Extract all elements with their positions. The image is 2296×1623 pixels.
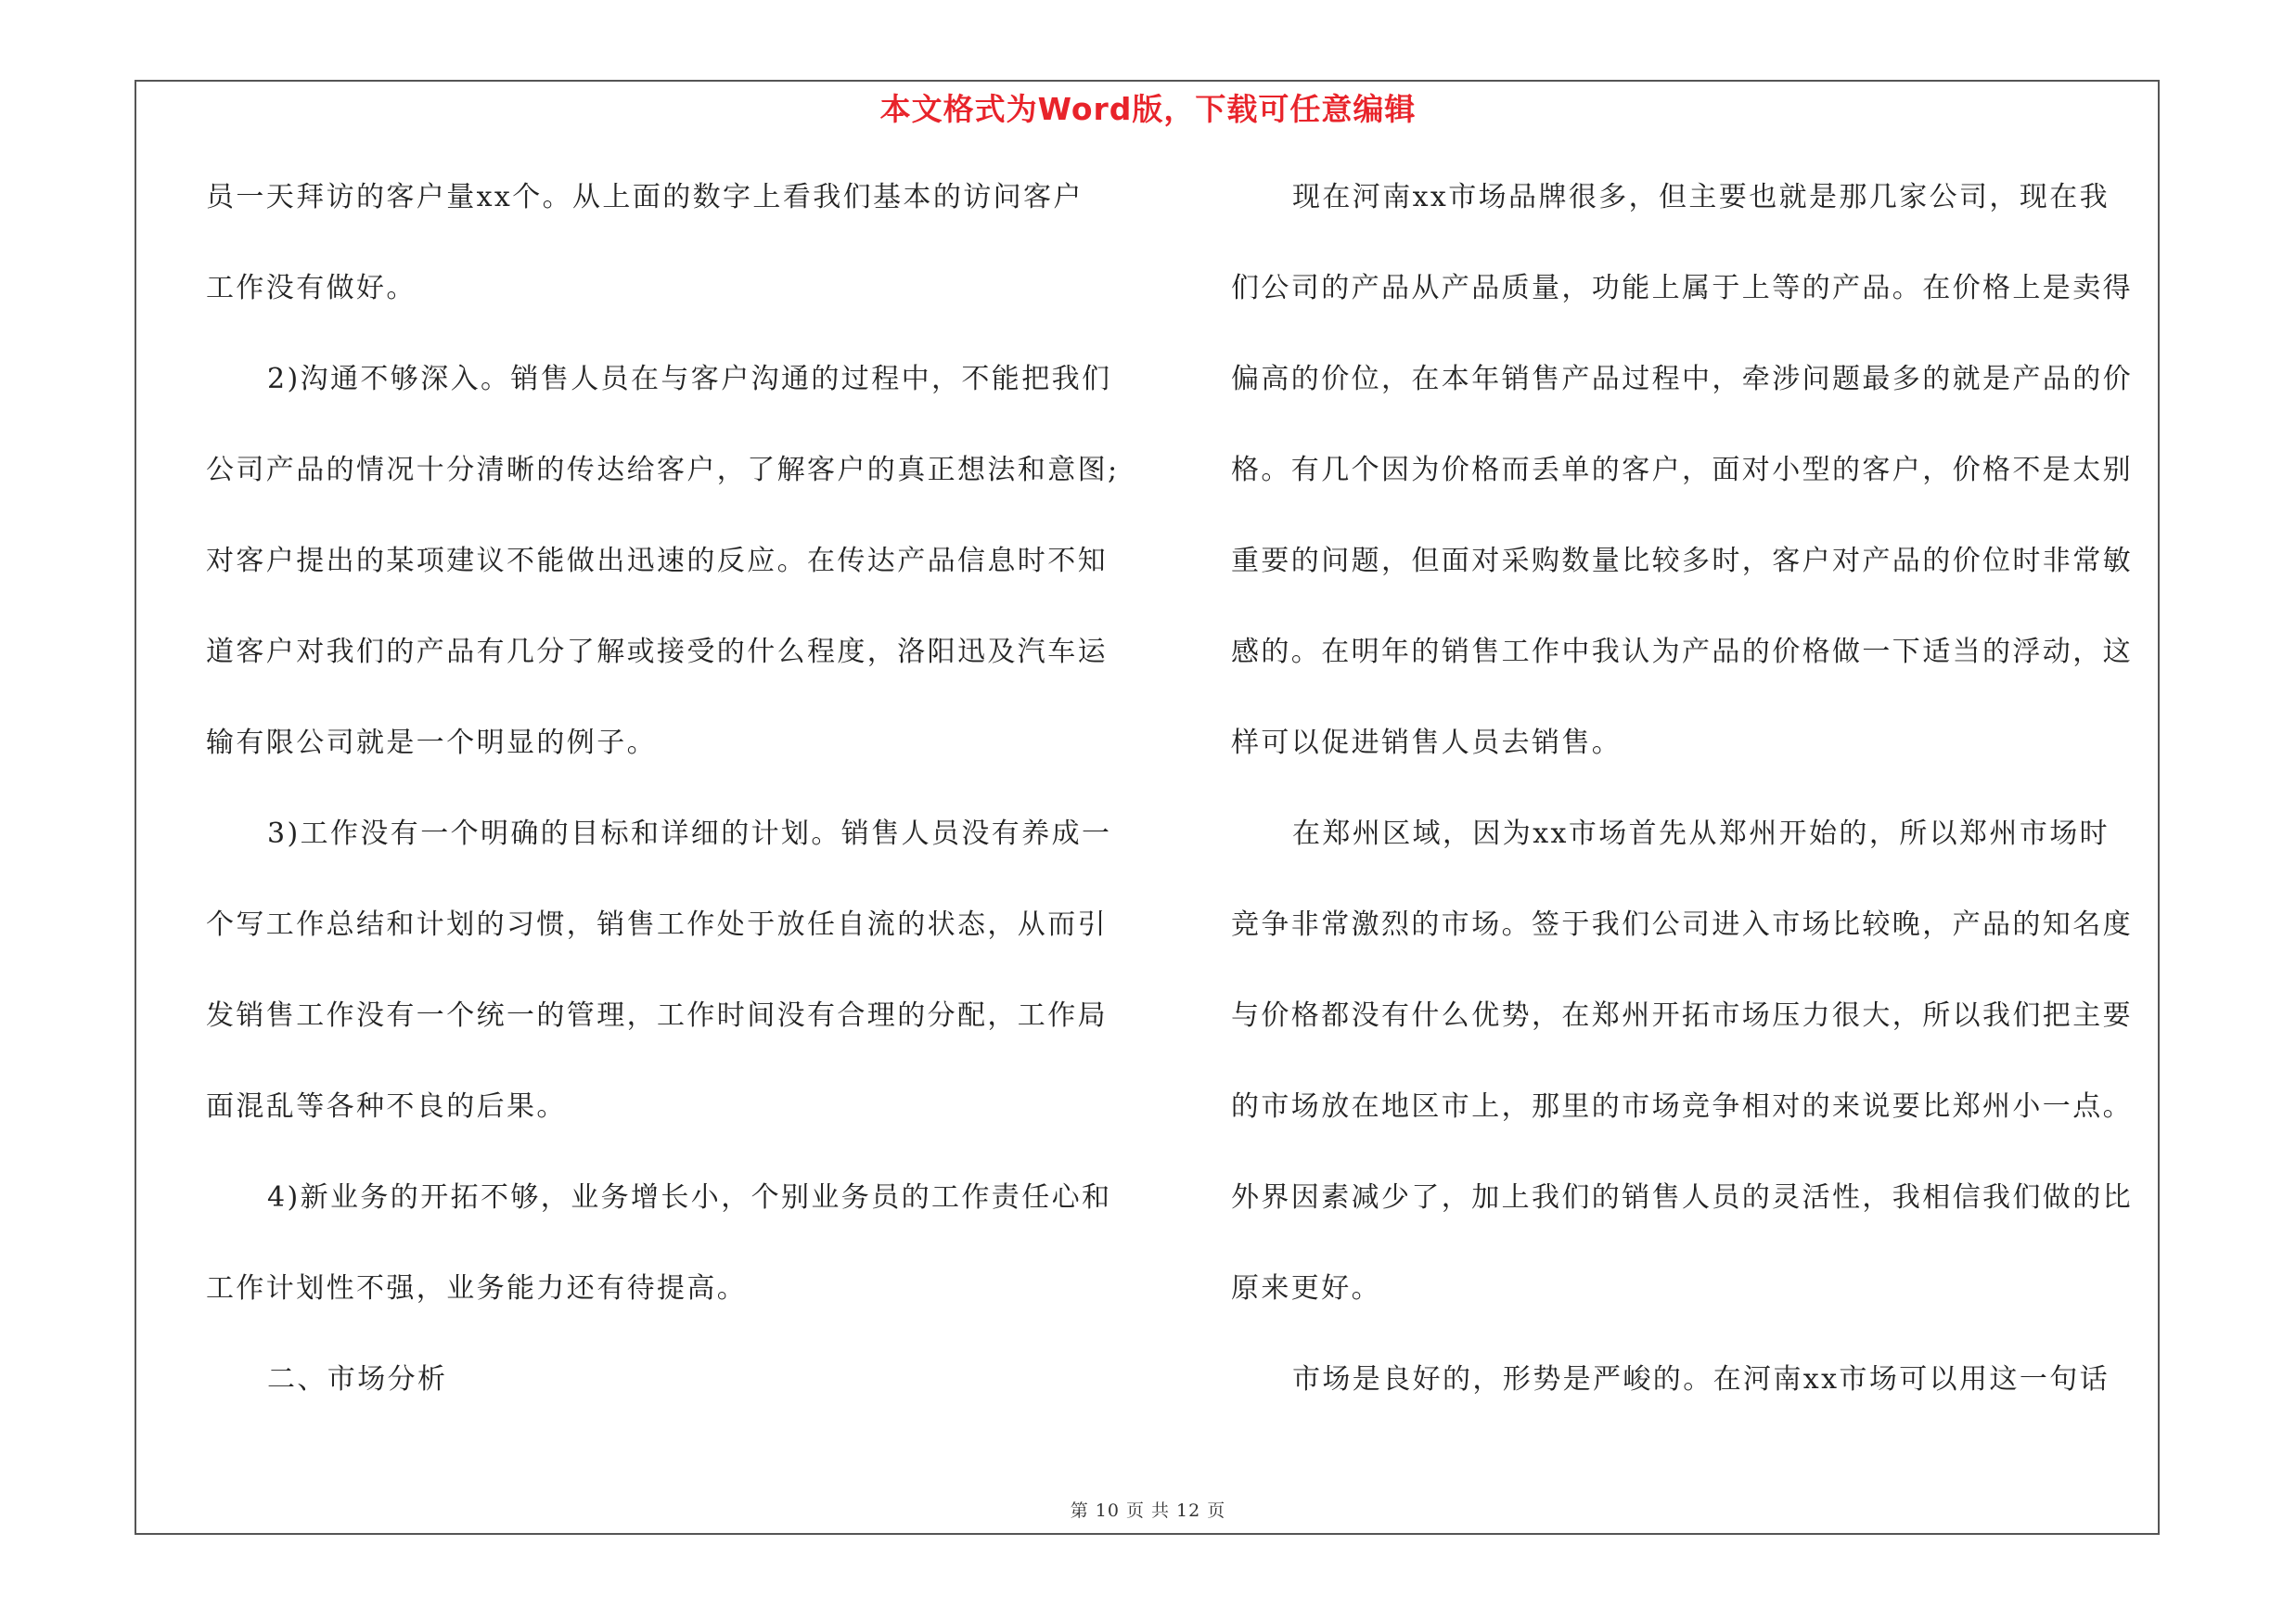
page-number: 第 10 页 共 12 页 <box>1070 1501 1226 1521</box>
text-line: 的市场放在地区市上，那里的市场竞争相对的来说要比郑州小一点。 <box>1231 1090 2133 1123</box>
text-line: 工作计划性不强，业务能力还有待提高。 <box>206 1272 748 1305</box>
text-line: 对客户提出的某项建议不能做出迅速的反应。在传达产品信息时不知 <box>206 545 1108 577</box>
text-line: 输有限公司就是一个明显的例子。 <box>206 727 657 759</box>
text-line: 在郑州区域，因为xx市场首先从郑州开始的，所以郑州市场时 <box>1292 818 2110 850</box>
right-column <box>1231 179 2154 1452</box>
text-line: 面混乱等各种不良的后果。 <box>206 1090 567 1123</box>
text-line: 重要的问题，但面对采购数量比较多时，客户对产品的价位时非常敏 <box>1231 545 2133 577</box>
text-line: 外界因素减少了，加上我们的销售人员的灵活性，我相信我们做的比 <box>1231 1181 2133 1214</box>
text-line: 工作没有做好。 <box>206 272 417 304</box>
text-line: 3)工作没有一个明确的目标和详细的计划。销售人员没有养成一 <box>267 818 1112 850</box>
text-line: 们公司的产品从产品质量，功能上属于上等的产品。在价格上是卖得 <box>1231 272 2133 304</box>
text-line: 与价格都没有什么优势，在郑州开拓市场压力很大，所以我们把主要 <box>1231 999 2133 1032</box>
text-line: 公司产品的情况十分清晰的传达给客户，了解客户的真正想法和意图; <box>206 454 1120 486</box>
text-line: 样可以促进销售人员去销售。 <box>1231 727 1623 759</box>
text-line: 道客户对我们的产品有几分了解或接受的什么程度，洛阳迅及汽车运 <box>206 636 1108 668</box>
text-line: 现在河南xx市场品牌很多，但主要也就是那几家公司，现在我 <box>1292 181 2110 213</box>
text-line: 感的。在明年的销售工作中我认为产品的价格做一下适当的浮动，这 <box>1231 636 2133 668</box>
text-line: 2)沟通不够深入。销售人员在与客户沟通的过程中，不能把我们 <box>267 363 1112 395</box>
section-heading: 二、市场分析 <box>267 1363 448 1396</box>
text-line: 4)新业务的开拓不够，业务增长小，个别业务员的工作责任心和 <box>267 1181 1112 1214</box>
text-line: 个写工作总结和计划的习惯，销售工作处于放任自流的状态，从而引 <box>206 908 1108 941</box>
text-line: 发销售工作没有一个统一的管理，工作时间没有合理的分配，工作局 <box>206 999 1108 1032</box>
text-line: 格。有几个因为价格而丢单的客户，面对小型的客户，价格不是太别 <box>1231 454 2133 486</box>
text-line: 员一天拜访的客户量xx个。从上面的数字上看我们基本的访问客户 <box>206 181 1084 213</box>
text-line: 偏高的价位，在本年销售产品过程中，牵涉问题最多的就是产品的价 <box>1231 363 2133 395</box>
text-line: 原来更好。 <box>1231 1272 1381 1305</box>
text-line: 竞争非常激烈的市场。签于我们公司进入市场比较晚，产品的知名度 <box>1231 908 2133 941</box>
left-column <box>206 179 1124 1452</box>
text-line: 市场是良好的，形势是严峻的。在河南xx市场可以用这一句话 <box>1292 1363 2110 1396</box>
format-banner: 本文格式为Word版，下载可任意编辑 <box>879 91 1417 127</box>
